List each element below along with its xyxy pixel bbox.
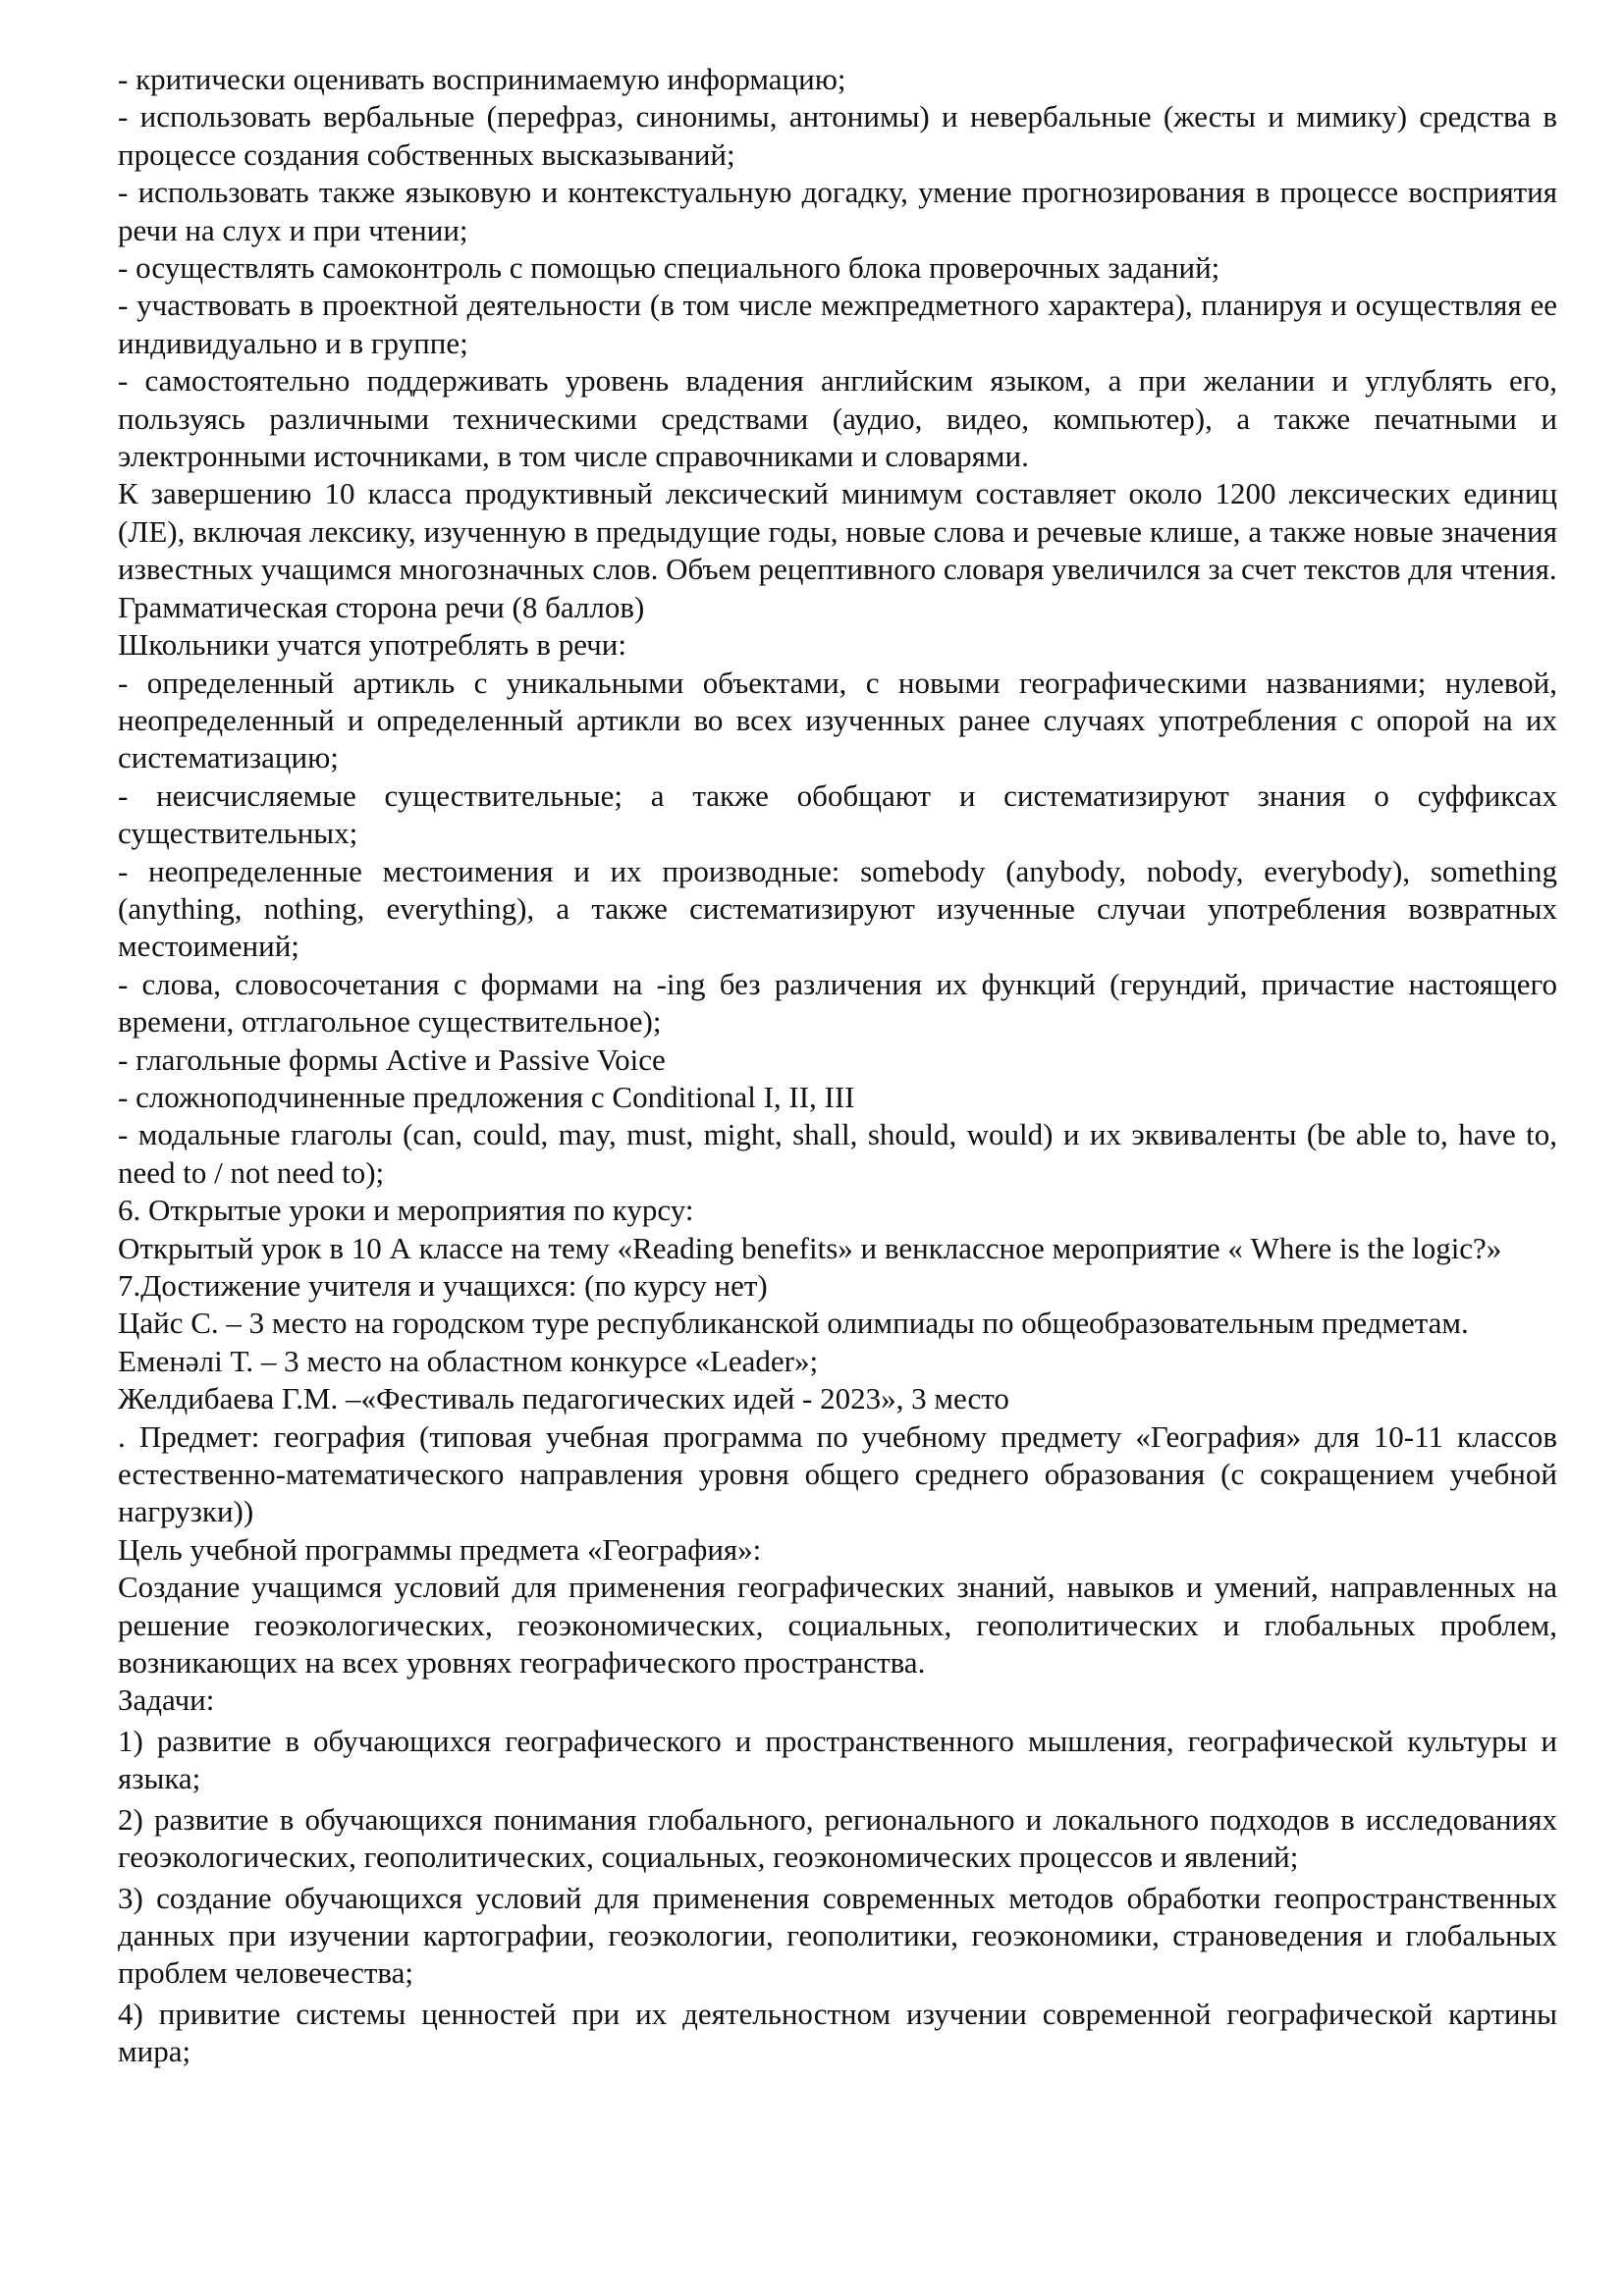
list-item: - модальные глаголы (can, could, may, must, might, shall, should, would) и их эквиваленты (be able to, have to, need to / not need to);	[118, 1117, 1557, 1190]
achievement-item: Еменәлі Т. – 3 место на областном конкурсе «Leader»;	[118, 1343, 819, 1378]
list-item: - критически оценивать воспринимаемую информацию;	[118, 62, 846, 96]
subject-paragraph: . Предмет: география (типовая учебная программа по учебному предмету «География» для 10-11 классов естественно-математического направления уровня общего среднего образования (с сокращением учебной нагрузки))	[118, 1418, 1557, 1529]
body-paragraph: Создание учащимся условий для применения географических знаний, навыков и умений, направленных на решение геоэкологических, геоэкономических, социальных, геополитических и глобальных проблем, возникающих на всех уровнях географического пространства.	[118, 1570, 1557, 1681]
section-heading: 7.Достижение учителя и учащихся: (по курсу нет)	[118, 1268, 768, 1303]
task-item: 2) развитие в обучающихся понимания глобального, регионального и локального подходов в исследованиях геоэкологических, геополитических, социальных, геоэкономических процессов и явлений;	[118, 1801, 1557, 1875]
section-heading: Задачи:	[118, 1682, 215, 1718]
document-body	[118, 61, 1557, 2071]
list-item: - использовать также языковую и контекстуальную догадку, умение прогнозирования в процессе восприятия речи на слух и при чтении;	[118, 175, 1557, 247]
list-item: - сложноподчиненные предложения с Conditional I, II, III	[118, 1079, 855, 1114]
achievement-item: Желдибаева Г.М. –«Фестиваль педагогических идей - 2023», 3 место	[118, 1381, 1009, 1416]
body-paragraph: К завершению 10 класса продуктивный лексический минимум составляет около 1200 лексических единиц (ЛЕ), включая лексику, изученную в предыдущие годы, новые слова и речевые клише, а также новые значения известных учащимся многозначных слов. Объем рецептивного словаря увеличился за счет текстов для чтения.	[118, 476, 1557, 587]
task-item: 4) привитие системы ценностей при их деятельностном изучении современной географической картины мира;	[118, 1996, 1557, 2069]
section-heading: 6. Открытые уроки и мероприятия по курсу:	[118, 1193, 694, 1228]
list-item: - самостоятельно поддерживать уровень владения английским языком, а при желании и углублять его, пользуясь различными техническими средствами (аудио, видео, компьютер), а также печатными и электронными источниками, в том числе справочниками и словарями.	[118, 363, 1557, 474]
body-paragraph: Открытый урок в 10 А классе на тему «Reading benefits» и венклассное мероприятие « Where is the logic?»	[118, 1230, 1502, 1265]
task-item: 1) развитие в обучающихся географического и пространственного мышления, географической культуры и языка;	[118, 1723, 1557, 1796]
achievement-item: Цайс С. – 3 место на городском туре республиканской олимпиады по общеобразовательным предметам.	[118, 1306, 1469, 1341]
section-heading: Грамматическая сторона речи (8 баллов)	[118, 589, 645, 624]
list-item: - слова, словосочетания с формами на -ing без различения их функций (герундий, причастие настоящего времени, отглагольное существительное);	[118, 966, 1557, 1040]
task-item: 3) создание обучающихся условий для применения современных методов обработки геопространственных данных при изучении картографии, геоэкологии, геополитики, геоэкономики, страноведения и глобальных проблем человечества;	[118, 1880, 1557, 1991]
list-item: - осуществлять самоконтроль с помощью специального блока проверочных заданий;	[118, 250, 1220, 286]
list-item: - неопределенные местоимения и их производные: somebody (anybody, nobody, everybody), something (anything, nothing, everything), а также систематизируют изученные случаи употребления возвратных местоимений;	[118, 853, 1557, 964]
body-paragraph: Школьники учатся употреблять в речи:	[118, 627, 626, 663]
list-item: - участвовать в проектной деятельности (в том числе межпредметного характера), планируя и осуществляя ее индивидуально и в группе;	[118, 288, 1557, 360]
list-item: - глагольные формы Active и Passive Voice	[118, 1041, 666, 1077]
list-item: - использовать вербальные (перефраз, синонимы, антонимы) и невербальные (жесты и мимику) средства в процессе создания собственных высказываний;	[118, 99, 1557, 172]
list-item: - определенный артикль с уникальными объектами, с новыми географическими названиями; нулевой, неопределенный и определенный артикли во всех изученных ранее случаях употребления с опорой на их систематизацию;	[118, 665, 1557, 775]
section-heading: Цель учебной программы предмета «География»:	[118, 1531, 762, 1567]
list-item: - неисчисляемые существительные; а также обобщают и систематизируют знания о суффиксах существительных;	[118, 777, 1557, 851]
